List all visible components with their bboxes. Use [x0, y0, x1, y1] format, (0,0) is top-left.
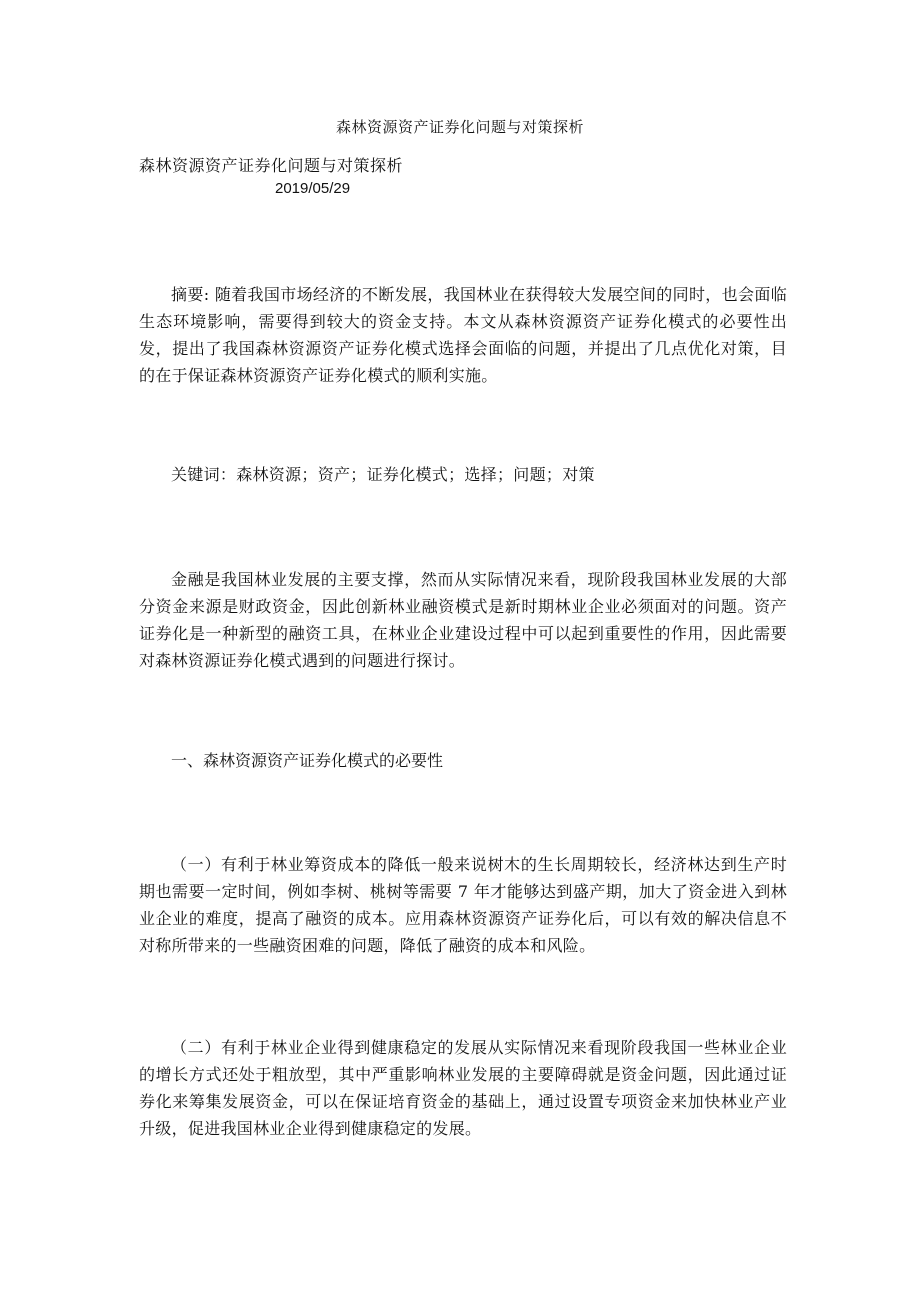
document-date: 2019/05/29: [275, 180, 351, 197]
section-heading: 一、森林资源资产证券化模式的必要性: [171, 751, 444, 770]
section-paragraph-1: （一）有利于林业筹资成本的降低一般来说树木的生长周期较长，经济林达到生产时期也需要一定时间，例如李树、桃树等需要 7 年才能够达到盛产期，加大了资金进入到林业企业的难度，提高了融资的成本。应用森林资源资产证券化后，可以有效的解决信息不对称所带来的一些融资困难的问题，降低了融资的成本和风险。: [139, 855, 787, 955]
intro-paragraph: 金融是我国林业发展的主要支撑，然而从实际情况来看，现阶段我国林业发展的大部分资金来源是财政资金，因此创新林业融资模式是新时期林业企业必须面对的问题。资产证券化是一种新型的融资工具，在林业企业建设过程中可以起到重要性的作用，因此需要对森林资源证券化模式遇到的问题进行探讨。: [139, 570, 787, 670]
page-title: 森林资源资产证券化问题与对策探析: [335, 118, 584, 136]
abstract-paragraph: 摘要: 随着我国市场经济的不断发展，我国林业在获得较大发展空间的同时，也会面临生态环境影响，需要得到较大的资金支持。本文从森林资源资产证券化模式的必要性出发，提出了我国森林资源资产证券化模式选择会面临的问题，并提出了几点优化对策，目的在于保证森林资源资产证券化模式的顺利实施。: [139, 285, 787, 385]
document-title: 森林资源资产证券化问题与对策探析: [139, 156, 404, 175]
keywords-paragraph: 关键词：森林资源；资产；证券化模式；选择；问题；对策: [171, 465, 595, 484]
section-paragraph-2: （二）有利于林业企业得到健康稳定的发展从实际情况来看现阶段我国一些林业企业的增长方式还处于粗放型，其中严重影响林业发展的主要障碍就是资金问题，因此通过证券化来筹集发展资金，可以在保证培育资金的基础上，通过设置专项资金来加快林业产业升级，促进我国林业企业得到健康稳定的发展。: [139, 1038, 787, 1138]
